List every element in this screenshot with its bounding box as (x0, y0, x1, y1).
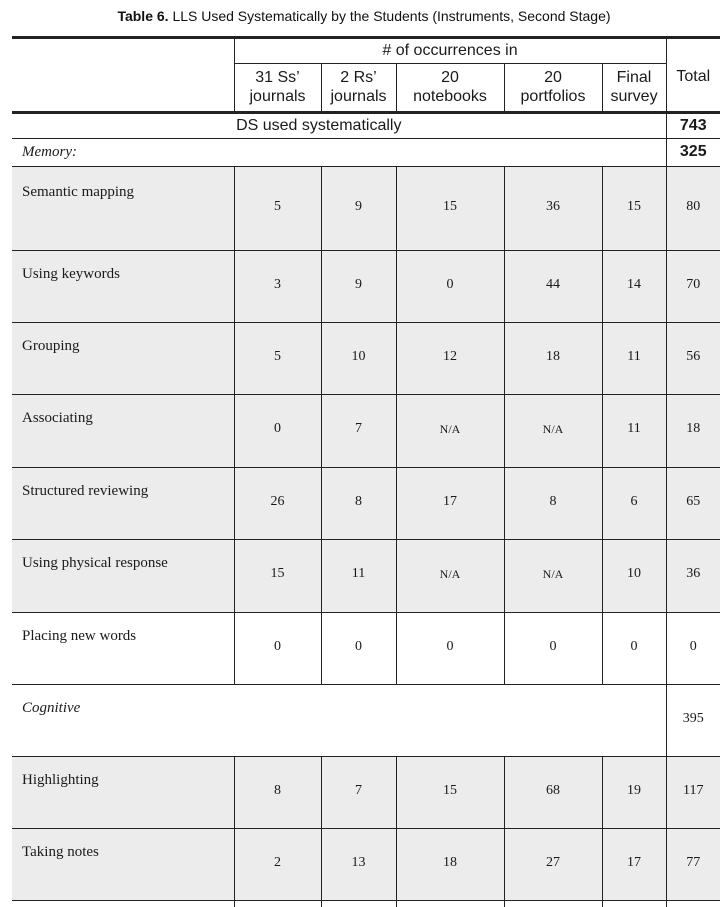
table-cell: N/A (504, 539, 602, 612)
table-cell: 7 (321, 756, 396, 828)
table-cell: 0 (396, 612, 504, 684)
col-header-rs-journals: 2 Rs’ journals (321, 64, 396, 113)
row-total: 70 (666, 250, 720, 322)
table-cell: 2 (234, 828, 321, 900)
table-cell: N/A (396, 539, 504, 612)
table-cell: 5 (234, 166, 321, 250)
header-row-group (12, 38, 720, 64)
strategies-table (12, 36, 720, 907)
table-cell: 0 (602, 612, 666, 684)
category-label-memory: Memory: (12, 138, 666, 166)
strategy-name: Highlighting (12, 756, 234, 828)
category-label-cognitive: Cognitive (12, 684, 666, 756)
strategy-name: Using physical response (12, 539, 234, 612)
table-cell: 0 (321, 612, 396, 684)
col-header-notebooks: 20 notebooks (396, 64, 504, 113)
occurrences-group-header: # of occurrences in (234, 38, 666, 64)
strategy-name: Structured reviewing (12, 467, 234, 539)
category-total-cognitive: 395 (666, 684, 720, 756)
row-total: 80 (666, 166, 720, 250)
table-cell: N/A (504, 394, 602, 467)
table-cell: 27 (504, 828, 602, 900)
table-row (12, 539, 720, 612)
table-row (12, 756, 720, 828)
category-total-memory: 325 (666, 138, 720, 166)
category-row-cognitive (12, 684, 720, 756)
table-cell: 11 (321, 539, 396, 612)
table-cell: 13 (321, 828, 396, 900)
table-row (12, 612, 720, 684)
col-header-portfolios: 20 portfolios (504, 64, 602, 113)
table-cell: 6 (602, 467, 666, 539)
strategy-name: Using keywords (12, 250, 234, 322)
table-cell: 68 (504, 756, 602, 828)
caption-text: LLS Used Systematically by the Students (Instruments, Second Stage) (172, 8, 611, 24)
col-header-ss-journals: 31 Ss’ journals (234, 64, 321, 113)
strategy-name: Grouping (12, 322, 234, 394)
table-cell: 9 (321, 166, 396, 250)
row-total: 0 (666, 612, 720, 684)
ds-label: DS used systematically (12, 112, 666, 138)
table-cell: 10 (321, 322, 396, 394)
table-cell: 11 (602, 322, 666, 394)
table-row (12, 322, 720, 394)
row-total: 117 (666, 756, 720, 828)
table-cell: 11 (602, 394, 666, 467)
ds-row (12, 112, 720, 138)
table-row (12, 166, 720, 250)
caption-label: Table 6. (117, 8, 169, 24)
header-row-columns (12, 64, 720, 113)
category-row-memory (12, 138, 720, 166)
table-row (12, 828, 720, 900)
table-cell: 10 (602, 539, 666, 612)
table-cell: 0 (396, 250, 504, 322)
ds-total: 743 (666, 112, 720, 138)
table-cell: N/A (396, 394, 504, 467)
table-cell: 44 (504, 250, 602, 322)
col-header-final-survey: Final survey (602, 64, 666, 113)
table-cell: 36 (504, 166, 602, 250)
table-row-cut (12, 900, 720, 907)
table-cell: 17 (396, 467, 504, 539)
row-total: 65 (666, 467, 720, 539)
table-cell: 15 (396, 166, 504, 250)
table-cell: 17 (602, 828, 666, 900)
col-header-total: Total (666, 64, 720, 113)
strategy-name: Associating (12, 394, 234, 467)
table-cell: 8 (234, 756, 321, 828)
row-total: 77 (666, 828, 720, 900)
table-cell: 26 (234, 467, 321, 539)
table-cell: 14 (602, 250, 666, 322)
strategy-name: Semantic mapping (12, 166, 234, 250)
table-cell: 0 (504, 612, 602, 684)
table-cell: 19 (602, 756, 666, 828)
table-row (12, 467, 720, 539)
table-row (12, 394, 720, 467)
row-total: 18 (666, 394, 720, 467)
table-cell: 15 (602, 166, 666, 250)
table-cell: 0 (234, 612, 321, 684)
row-total: 56 (666, 322, 720, 394)
table-cell: 9 (321, 250, 396, 322)
table-cell: 3 (234, 250, 321, 322)
table-caption (0, 8, 728, 24)
table-cell: 0 (234, 394, 321, 467)
row-total: 36 (666, 539, 720, 612)
table-cell: 5 (234, 322, 321, 394)
table-cell: 7 (321, 394, 396, 467)
table-cell: 8 (504, 467, 602, 539)
strategy-name: Taking notes (12, 828, 234, 900)
table-cell: 12 (396, 322, 504, 394)
table-cell: 18 (396, 828, 504, 900)
strategy-name: Placing new words (12, 612, 234, 684)
table-cell: 15 (396, 756, 504, 828)
table-cell: 18 (504, 322, 602, 394)
table-row (12, 250, 720, 322)
table-cell: 8 (321, 467, 396, 539)
table-cell: 15 (234, 539, 321, 612)
